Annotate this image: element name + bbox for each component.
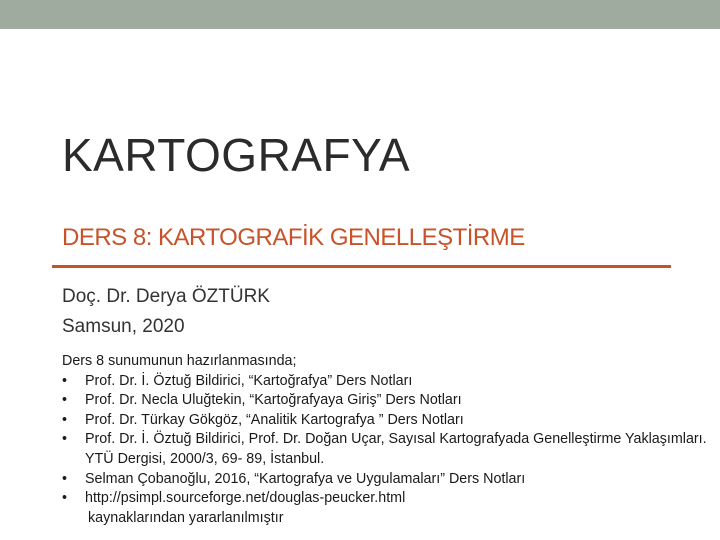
reference-item (62, 411, 712, 431)
reference-item (62, 391, 712, 411)
reference-item (62, 430, 712, 469)
accent-divider (52, 265, 671, 268)
references-closing: kaynaklarından yararlanılmıştır (88, 509, 284, 526)
reference-link[interactable]: http://psimpl.sourceforge.net/douglas-peucker.html (85, 490, 406, 507)
place-year: Samsun, 2020 (62, 316, 185, 337)
top-decorative-band (0, 0, 720, 29)
bullet-icon: • (62, 470, 68, 487)
reference-text: Selman Çobanoğlu, 2016, “Kartografya ve Uygulamaları” Ders Notları (85, 470, 526, 487)
reference-text: Prof. Dr. İ. Öztuğ Bildirici, Prof. Dr. Doğan Uçar, Sayısal Kartografyada Genelleştirme Yaklaşımları. YTÜ Dergisi, 2000/3, 69- 89, İstanbul. (85, 431, 707, 467)
references-block (62, 352, 712, 528)
bullet-icon: • (62, 372, 68, 389)
references-intro: Ders 8 sunumunun hazırlanmasında; (62, 353, 297, 369)
slide-title: KARTOGRAFYA (62, 129, 411, 181)
bullet-icon: • (62, 411, 68, 428)
author-name: Doç. Dr. Derya ÖZTÜRK (62, 286, 270, 307)
reference-item (62, 489, 712, 528)
reference-text: Prof. Dr. İ. Öztuğ Bildirici, “Kartoğrafya” Ders Notları (85, 372, 413, 389)
bullet-icon: • (62, 392, 68, 409)
bullet-icon: • (62, 431, 68, 448)
bullet-icon: • (62, 490, 68, 507)
slide-subtitle: DERS 8: KARTOGRAFİK GENELLEŞTİRME (62, 224, 525, 251)
reference-list (62, 372, 712, 529)
reference-text: Prof. Dr. Türkay Gökgöz, “Analitik Kartografya ” Ders Notları (85, 411, 464, 428)
reference-item (62, 372, 712, 392)
reference-text: Prof. Dr. Necla Uluğtekin, “Kartoğrafyaya Giriş” Ders Notları (85, 392, 462, 409)
reference-item (62, 470, 712, 490)
